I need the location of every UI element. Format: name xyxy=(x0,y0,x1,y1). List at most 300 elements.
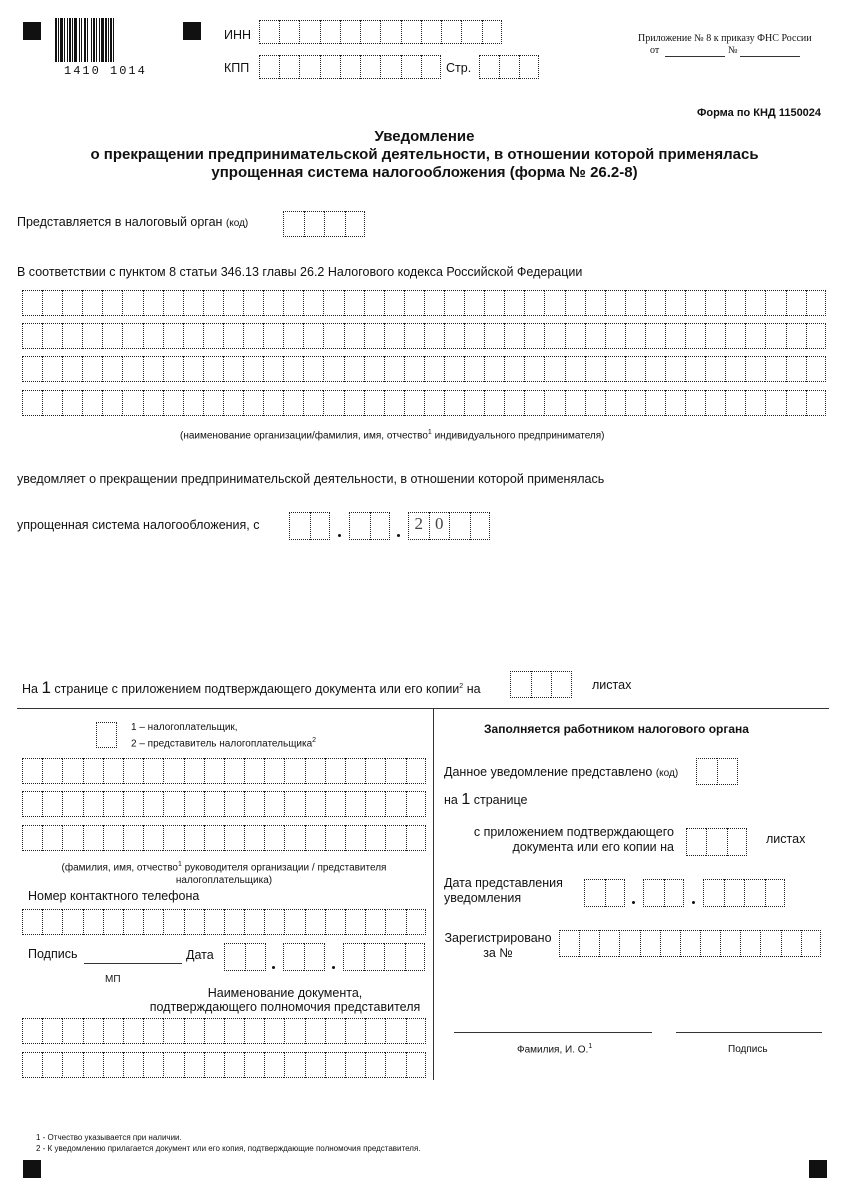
input-cell[interactable] xyxy=(143,1018,163,1044)
input-cell[interactable] xyxy=(62,390,82,416)
input-cell[interactable] xyxy=(103,1052,123,1078)
input-cell[interactable]: 0 xyxy=(429,512,450,540)
input-cell[interactable] xyxy=(143,290,163,316)
attachment-sheets-field[interactable] xyxy=(510,671,572,698)
input-cell[interactable] xyxy=(299,55,319,79)
input-cell[interactable] xyxy=(204,825,224,851)
input-cell[interactable] xyxy=(42,791,62,817)
input-cell[interactable] xyxy=(325,909,345,935)
input-cell[interactable] xyxy=(343,943,364,971)
input-cell[interactable] xyxy=(305,909,325,935)
input-cell[interactable] xyxy=(544,390,564,416)
input-cell[interactable] xyxy=(123,825,143,851)
input-cell[interactable] xyxy=(163,356,183,382)
input-cell[interactable] xyxy=(264,791,284,817)
registration-number-field[interactable] xyxy=(559,930,821,957)
input-cell[interactable] xyxy=(223,290,243,316)
input-cell[interactable] xyxy=(470,512,491,540)
input-cell[interactable] xyxy=(42,323,62,349)
input-cell[interactable] xyxy=(283,390,303,416)
input-cell[interactable] xyxy=(765,390,785,416)
input-cell[interactable] xyxy=(519,55,539,79)
input-cell[interactable] xyxy=(143,791,163,817)
input-cell[interactable] xyxy=(384,290,404,316)
input-cell[interactable] xyxy=(464,390,484,416)
input-cell[interactable] xyxy=(103,909,123,935)
input-cell[interactable] xyxy=(406,1052,426,1078)
input-cell[interactable] xyxy=(245,943,266,971)
input-cell[interactable] xyxy=(404,290,424,316)
input-cell[interactable] xyxy=(320,20,340,44)
input-cell[interactable] xyxy=(524,323,544,349)
input-cell[interactable] xyxy=(163,758,183,784)
input-cell[interactable] xyxy=(259,55,279,79)
page-number-field[interactable] xyxy=(479,55,539,79)
input-cell[interactable] xyxy=(163,390,183,416)
input-cell[interactable] xyxy=(102,290,122,316)
input-cell[interactable] xyxy=(279,20,299,44)
input-cell[interactable] xyxy=(123,791,143,817)
input-cell[interactable] xyxy=(385,909,405,935)
input-cell[interactable] xyxy=(82,290,102,316)
input-cell[interactable] xyxy=(406,758,426,784)
input-cell[interactable] xyxy=(781,930,801,957)
input-cell[interactable] xyxy=(62,1052,82,1078)
input-cell[interactable] xyxy=(22,825,42,851)
input-cell[interactable] xyxy=(22,356,42,382)
input-cell[interactable] xyxy=(42,390,62,416)
input-cell[interactable] xyxy=(183,390,203,416)
input-cell[interactable] xyxy=(705,390,725,416)
input-cell[interactable] xyxy=(184,1052,204,1078)
input-cell[interactable] xyxy=(42,825,62,851)
input-cell[interactable] xyxy=(559,930,579,957)
input-cell[interactable] xyxy=(204,758,224,784)
input-cell[interactable] xyxy=(401,55,421,79)
input-cell[interactable] xyxy=(224,1052,244,1078)
input-cell[interactable] xyxy=(323,356,343,382)
input-cell[interactable] xyxy=(685,323,705,349)
input-cell[interactable] xyxy=(62,1018,82,1044)
input-cell[interactable] xyxy=(183,290,203,316)
input-cell[interactable] xyxy=(364,323,384,349)
input-cell[interactable] xyxy=(665,390,685,416)
input-cell[interactable] xyxy=(524,356,544,382)
sign-date-day[interactable] xyxy=(224,943,266,971)
input-cell[interactable] xyxy=(385,1018,405,1044)
input-cell[interactable] xyxy=(531,671,552,698)
input-cell[interactable] xyxy=(263,390,283,416)
input-cell[interactable] xyxy=(223,390,243,416)
input-cell[interactable] xyxy=(643,879,664,907)
input-cell[interactable] xyxy=(703,879,724,907)
input-cell[interactable] xyxy=(344,390,364,416)
input-cell[interactable] xyxy=(625,356,645,382)
input-cell[interactable] xyxy=(645,323,665,349)
input-cell[interactable] xyxy=(364,943,385,971)
submission-date-year[interactable] xyxy=(703,879,785,907)
signature-line[interactable] xyxy=(84,963,182,964)
input-cell[interactable] xyxy=(163,323,183,349)
input-cell[interactable] xyxy=(325,791,345,817)
input-cell[interactable] xyxy=(323,390,343,416)
org-name-row-2[interactable] xyxy=(22,323,826,349)
input-cell[interactable] xyxy=(264,1018,284,1044)
input-cell[interactable] xyxy=(685,390,705,416)
input-cell[interactable] xyxy=(384,943,405,971)
input-cell[interactable] xyxy=(62,356,82,382)
input-cell[interactable] xyxy=(263,356,283,382)
input-cell[interactable] xyxy=(565,290,585,316)
input-cell[interactable] xyxy=(565,390,585,416)
input-cell[interactable] xyxy=(585,323,605,349)
input-cell[interactable] xyxy=(444,356,464,382)
input-cell[interactable] xyxy=(123,909,143,935)
input-cell[interactable] xyxy=(102,323,122,349)
input-cell[interactable] xyxy=(605,390,625,416)
input-cell[interactable] xyxy=(305,1018,325,1044)
input-cell[interactable] xyxy=(163,909,183,935)
input-cell[interactable] xyxy=(284,758,304,784)
input-cell[interactable] xyxy=(765,323,785,349)
input-cell[interactable] xyxy=(83,825,103,851)
input-cell[interactable] xyxy=(806,356,826,382)
input-cell[interactable] xyxy=(283,356,303,382)
org-name-row-4[interactable] xyxy=(22,390,826,416)
input-cell[interactable] xyxy=(765,879,786,907)
input-cell[interactable] xyxy=(680,930,700,957)
input-cell[interactable] xyxy=(700,930,720,957)
input-cell[interactable] xyxy=(82,356,102,382)
input-cell[interactable] xyxy=(365,909,385,935)
input-cell[interactable] xyxy=(444,290,464,316)
input-cell[interactable] xyxy=(765,290,785,316)
input-cell[interactable] xyxy=(42,356,62,382)
input-cell[interactable] xyxy=(299,20,319,44)
input-cell[interactable] xyxy=(305,1052,325,1078)
input-cell[interactable] xyxy=(384,323,404,349)
submission-date-month[interactable] xyxy=(643,879,684,907)
input-cell[interactable] xyxy=(585,390,605,416)
input-cell[interactable] xyxy=(806,290,826,316)
input-cell[interactable] xyxy=(224,1018,244,1044)
input-cell[interactable] xyxy=(585,290,605,316)
input-cell[interactable] xyxy=(364,290,384,316)
input-cell[interactable] xyxy=(42,1052,62,1078)
input-cell[interactable] xyxy=(740,930,760,957)
input-cell[interactable] xyxy=(223,356,243,382)
input-cell[interactable] xyxy=(385,825,405,851)
input-cell[interactable] xyxy=(705,323,725,349)
signer-name-row-3[interactable] xyxy=(22,825,426,851)
signer-type-field[interactable] xyxy=(96,722,117,748)
input-cell[interactable] xyxy=(645,390,665,416)
input-cell[interactable] xyxy=(464,323,484,349)
input-cell[interactable] xyxy=(464,356,484,382)
input-cell[interactable] xyxy=(765,356,785,382)
input-cell[interactable] xyxy=(504,390,524,416)
input-cell[interactable] xyxy=(22,758,42,784)
input-cell[interactable] xyxy=(304,211,325,237)
input-cell[interactable] xyxy=(619,930,639,957)
input-cell[interactable] xyxy=(123,758,143,784)
input-cell[interactable] xyxy=(584,879,605,907)
input-cell[interactable] xyxy=(345,825,365,851)
input-cell[interactable] xyxy=(303,390,323,416)
input-cell[interactable] xyxy=(83,909,103,935)
input-cell[interactable] xyxy=(484,390,504,416)
input-cell[interactable] xyxy=(325,825,345,851)
input-cell[interactable] xyxy=(364,390,384,416)
input-cell[interactable] xyxy=(345,909,365,935)
input-cell[interactable] xyxy=(345,211,366,237)
input-cell[interactable] xyxy=(284,909,304,935)
input-cell[interactable] xyxy=(244,1018,264,1044)
input-cell[interactable] xyxy=(484,356,504,382)
input-cell[interactable] xyxy=(745,290,765,316)
input-cell[interactable] xyxy=(42,290,62,316)
input-cell[interactable] xyxy=(62,323,82,349)
input-cell[interactable] xyxy=(344,356,364,382)
input-cell[interactable] xyxy=(645,290,665,316)
input-cell[interactable] xyxy=(184,825,204,851)
input-cell[interactable] xyxy=(705,356,725,382)
input-cell[interactable] xyxy=(304,943,325,971)
input-cell[interactable] xyxy=(745,390,765,416)
input-cell[interactable] xyxy=(745,323,765,349)
input-cell[interactable] xyxy=(365,825,385,851)
input-cell[interactable] xyxy=(283,290,303,316)
submission-date-day[interactable] xyxy=(584,879,625,907)
input-cell[interactable] xyxy=(204,1018,224,1044)
input-cell[interactable] xyxy=(685,290,705,316)
input-cell[interactable] xyxy=(62,825,82,851)
cessation-date-year[interactable] xyxy=(408,512,490,540)
input-cell[interactable] xyxy=(504,290,524,316)
input-cell[interactable] xyxy=(340,55,360,79)
input-cell[interactable] xyxy=(424,356,444,382)
input-cell[interactable] xyxy=(224,825,244,851)
input-cell[interactable] xyxy=(42,758,62,784)
kpp-field[interactable] xyxy=(259,55,441,79)
input-cell[interactable] xyxy=(345,791,365,817)
sign-date-year[interactable] xyxy=(343,943,425,971)
input-cell[interactable] xyxy=(184,1018,204,1044)
input-cell[interactable] xyxy=(184,909,204,935)
input-cell[interactable] xyxy=(224,943,245,971)
input-cell[interactable] xyxy=(345,1052,365,1078)
input-cell[interactable] xyxy=(344,323,364,349)
tax-authority-code-field[interactable] xyxy=(283,211,365,237)
sign-date-month[interactable] xyxy=(283,943,325,971)
officer-signature-line[interactable] xyxy=(676,1032,822,1033)
input-cell[interactable] xyxy=(745,356,765,382)
input-cell[interactable] xyxy=(510,671,531,698)
input-cell[interactable] xyxy=(310,512,331,540)
input-cell[interactable] xyxy=(565,356,585,382)
input-cell[interactable] xyxy=(484,290,504,316)
input-cell[interactable] xyxy=(724,879,745,907)
input-cell[interactable] xyxy=(263,290,283,316)
input-cell[interactable] xyxy=(340,20,360,44)
input-cell[interactable] xyxy=(551,671,572,698)
input-cell[interactable] xyxy=(303,290,323,316)
input-cell[interactable] xyxy=(102,390,122,416)
input-cell[interactable] xyxy=(705,290,725,316)
input-cell[interactable] xyxy=(484,323,504,349)
fio-signature-line[interactable] xyxy=(454,1032,652,1033)
input-cell[interactable] xyxy=(203,290,223,316)
input-cell[interactable] xyxy=(163,791,183,817)
input-cell[interactable] xyxy=(204,909,224,935)
input-cell[interactable] xyxy=(184,758,204,784)
input-cell[interactable] xyxy=(62,290,82,316)
input-cell[interactable] xyxy=(263,323,283,349)
input-cell[interactable] xyxy=(421,20,441,44)
input-cell[interactable] xyxy=(370,512,391,540)
input-cell[interactable] xyxy=(665,356,685,382)
input-cell[interactable] xyxy=(203,390,223,416)
input-cell[interactable] xyxy=(482,20,502,44)
input-cell[interactable] xyxy=(385,1052,405,1078)
inn-field[interactable] xyxy=(259,20,502,44)
input-cell[interactable] xyxy=(143,390,163,416)
input-cell[interactable] xyxy=(224,791,244,817)
input-cell[interactable] xyxy=(284,791,304,817)
input-cell[interactable] xyxy=(524,390,544,416)
input-cell[interactable] xyxy=(406,791,426,817)
input-cell[interactable] xyxy=(786,390,806,416)
input-cell[interactable] xyxy=(404,323,424,349)
input-cell[interactable] xyxy=(444,323,464,349)
input-cell[interactable] xyxy=(243,356,263,382)
input-cell[interactable] xyxy=(441,20,461,44)
input-cell[interactable] xyxy=(303,323,323,349)
input-cell[interactable] xyxy=(83,791,103,817)
input-cell[interactable] xyxy=(22,1052,42,1078)
input-cell[interactable] xyxy=(283,323,303,349)
input-cell[interactable] xyxy=(22,323,42,349)
input-cell[interactable] xyxy=(696,758,717,785)
input-cell[interactable] xyxy=(406,1018,426,1044)
authority-doc-row-1[interactable] xyxy=(22,1018,426,1044)
input-cell[interactable] xyxy=(325,758,345,784)
input-cell[interactable] xyxy=(122,290,142,316)
input-cell[interactable] xyxy=(244,758,264,784)
input-cell[interactable] xyxy=(143,909,163,935)
input-cell[interactable] xyxy=(183,323,203,349)
input-cell[interactable] xyxy=(725,323,745,349)
input-cell[interactable] xyxy=(122,390,142,416)
input-cell[interactable] xyxy=(83,758,103,784)
input-cell[interactable] xyxy=(461,20,481,44)
input-cell[interactable] xyxy=(82,323,102,349)
input-cell[interactable] xyxy=(385,791,405,817)
org-name-row-3[interactable] xyxy=(22,356,826,382)
input-cell[interactable] xyxy=(444,390,464,416)
input-cell[interactable]: 2 xyxy=(408,512,429,540)
input-cell[interactable] xyxy=(303,356,323,382)
input-cell[interactable] xyxy=(122,356,142,382)
input-cell[interactable] xyxy=(320,55,340,79)
input-cell[interactable] xyxy=(163,825,183,851)
input-cell[interactable] xyxy=(579,930,599,957)
input-cell[interactable] xyxy=(479,55,499,79)
input-cell[interactable] xyxy=(223,323,243,349)
signer-name-row-1[interactable] xyxy=(22,758,426,784)
input-cell[interactable] xyxy=(264,1052,284,1078)
input-cell[interactable] xyxy=(183,356,203,382)
input-cell[interactable] xyxy=(717,758,738,785)
input-cell[interactable] xyxy=(103,758,123,784)
input-cell[interactable] xyxy=(665,290,685,316)
input-cell[interactable] xyxy=(103,1018,123,1044)
input-cell[interactable] xyxy=(22,791,42,817)
submitted-code-field[interactable] xyxy=(696,758,738,785)
phone-field[interactable] xyxy=(22,909,426,935)
input-cell[interactable] xyxy=(406,909,426,935)
input-cell[interactable] xyxy=(279,55,299,79)
input-cell[interactable] xyxy=(42,909,62,935)
input-cell[interactable] xyxy=(380,55,400,79)
input-cell[interactable] xyxy=(163,290,183,316)
input-cell[interactable] xyxy=(727,828,747,856)
input-cell[interactable] xyxy=(224,909,244,935)
input-cell[interactable] xyxy=(424,290,444,316)
input-cell[interactable] xyxy=(204,791,224,817)
input-cell[interactable] xyxy=(786,356,806,382)
input-cell[interactable] xyxy=(123,1052,143,1078)
input-cell[interactable] xyxy=(323,323,343,349)
input-cell[interactable] xyxy=(283,211,304,237)
input-cell[interactable] xyxy=(184,791,204,817)
input-cell[interactable] xyxy=(103,791,123,817)
input-cell[interactable] xyxy=(365,791,385,817)
input-cell[interactable] xyxy=(744,879,765,907)
input-cell[interactable] xyxy=(345,1018,365,1044)
input-cell[interactable] xyxy=(244,825,264,851)
input-cell[interactable] xyxy=(625,323,645,349)
org-name-row-1[interactable] xyxy=(22,290,826,316)
input-cell[interactable] xyxy=(685,356,705,382)
input-cell[interactable] xyxy=(424,323,444,349)
input-cell[interactable] xyxy=(143,825,163,851)
input-cell[interactable] xyxy=(405,943,426,971)
input-cell[interactable] xyxy=(62,758,82,784)
input-cell[interactable] xyxy=(801,930,821,957)
authority-doc-row-2[interactable] xyxy=(22,1052,426,1078)
input-cell[interactable] xyxy=(42,1018,62,1044)
input-cell[interactable] xyxy=(585,356,605,382)
input-cell[interactable] xyxy=(264,909,284,935)
input-cell[interactable] xyxy=(203,323,223,349)
input-cell[interactable] xyxy=(786,290,806,316)
input-cell[interactable] xyxy=(22,390,42,416)
input-cell[interactable] xyxy=(401,20,421,44)
input-cell[interactable] xyxy=(96,722,117,748)
signer-name-row-2[interactable] xyxy=(22,791,426,817)
input-cell[interactable] xyxy=(22,909,42,935)
input-cell[interactable] xyxy=(625,290,645,316)
input-cell[interactable] xyxy=(325,1052,345,1078)
input-cell[interactable] xyxy=(449,512,470,540)
input-cell[interactable] xyxy=(259,20,279,44)
input-cell[interactable] xyxy=(605,290,625,316)
input-cell[interactable] xyxy=(645,356,665,382)
input-cell[interactable] xyxy=(706,828,726,856)
input-cell[interactable] xyxy=(83,1018,103,1044)
input-cell[interactable] xyxy=(524,290,544,316)
